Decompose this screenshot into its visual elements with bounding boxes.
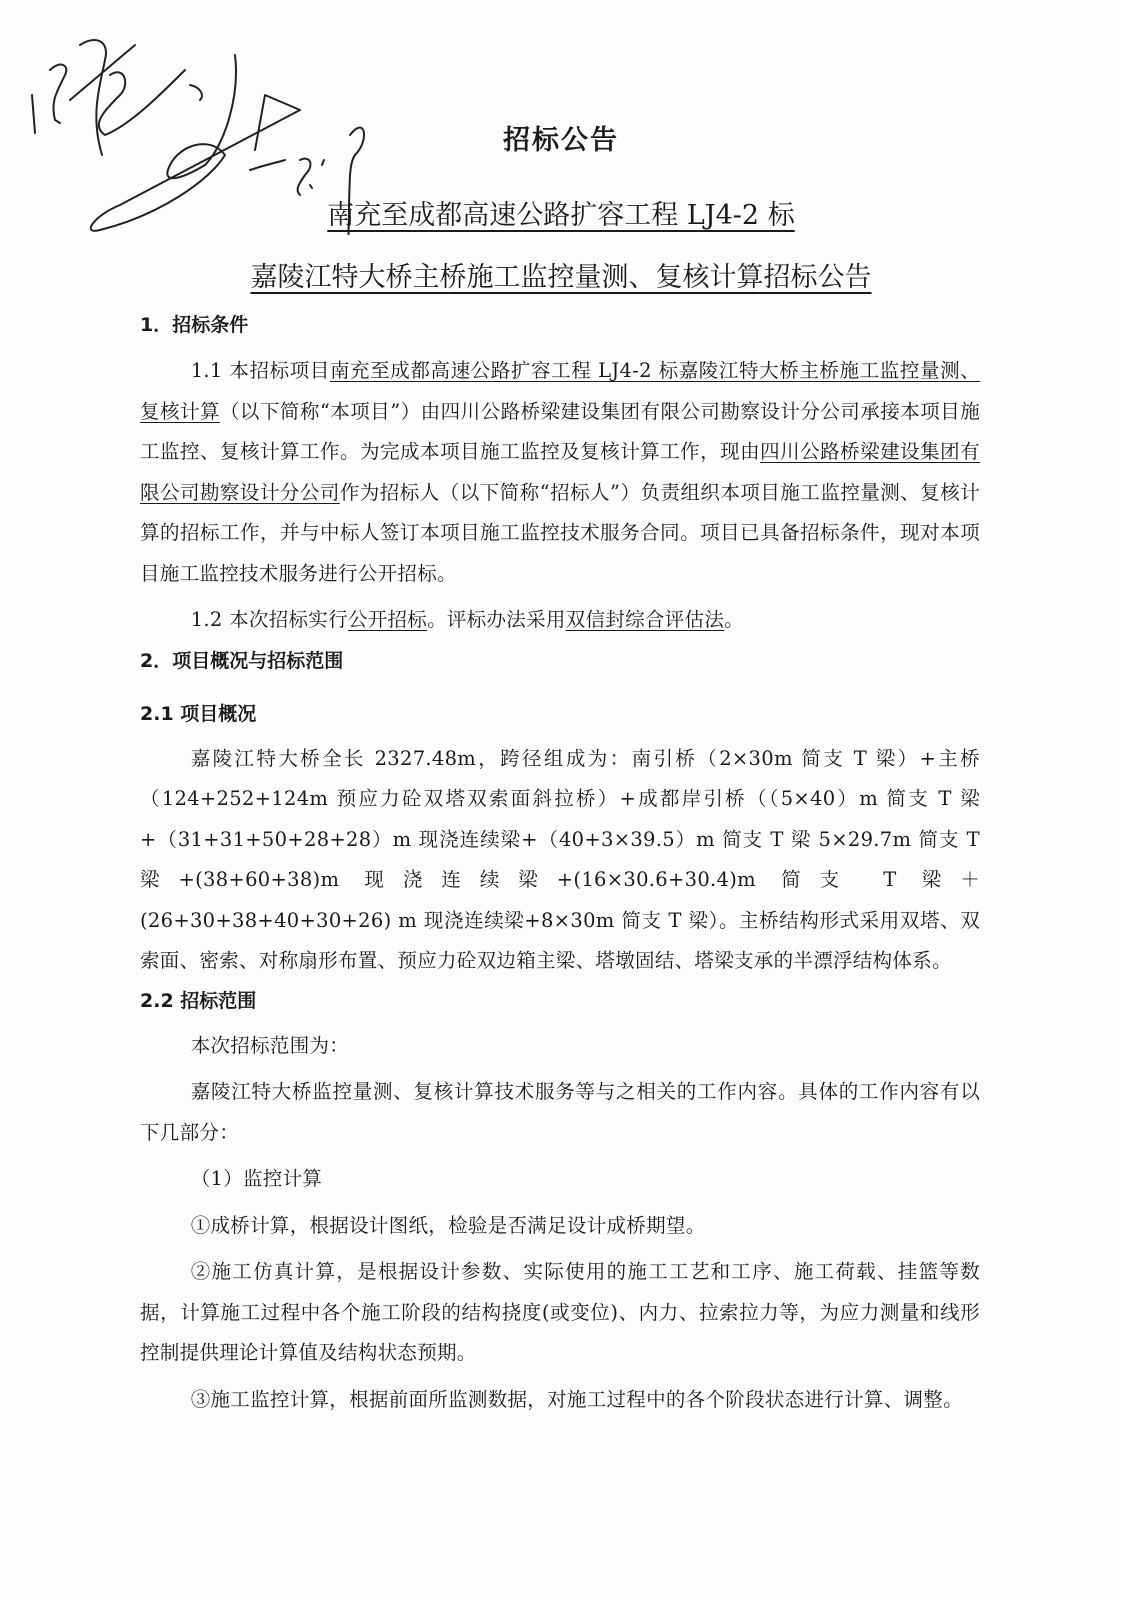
scope-description: 嘉陵江特大桥监控量测、复核计算技术服务等与之相关的工作内容。具体的工作内容有以下几部分：	[140, 1080, 980, 1144]
project-name: 南充至成都高速公路扩容工程 LJ4-2 标嘉陵江特大桥主桥施工监控量测、复核计算	[140, 359, 980, 423]
scope-item-1-heading: （1）监控计算	[190, 1167, 323, 1190]
p1-1-suffix: 作为招标人（以下简称“招标人”）负责组织本项目施工监控量测、复核计算的招标工作，并与中标人签订本项目施工监控技术服务合同。项目已具备招标条件，现对本项目施工监控技术服务进行公开招标。	[140, 480, 980, 585]
scope-item-1b: ②施工仿真计算，是根据设计参数、实际使用的施工工艺和工序、施工荷载、挂篮等数据，计算施工过程中各个施工阶段的结构挠度(或变位)、内力、拉索拉力等，为应力测量和线形控制提供理论计算值及结构状态预期。	[140, 1260, 980, 1364]
p1-1-prefix: 1.1 本招标项目	[190, 359, 330, 382]
scope-item-1c: ③施工监控计算，根据前面所监测数据，对施工过程中的各个阶段状态进行计算、调整。	[190, 1387, 963, 1411]
p1-2-prefix: 1.2 本次招标实行	[190, 608, 348, 631]
subtitle-line1-text: 南充至成都高速公路扩容工程 LJ4-2 标	[327, 200, 795, 231]
p1-2-mid: 。评标办法采用	[427, 608, 566, 631]
document-subtitle-line1	[0, 193, 1122, 232]
p1-1-mid: （以下简称“本项目”）由四川公路桥梁建设集团有限公司勘察设计分公司承接本项目施工监控、复核计算工作。为完成本项目施工监控及复核计算工作，现由	[140, 399, 981, 463]
section-2-heading: 2．项目概况与招标范围	[140, 649, 344, 672]
document-subtitle-line2	[0, 255, 1122, 294]
tenderer-name: 四川公路桥梁建设集团有限公司勘察设计分公司	[140, 440, 980, 504]
document-title: 招标公告	[503, 125, 619, 156]
paragraph-1-1	[140, 351, 980, 594]
document-body	[140, 305, 980, 1420]
paragraph-1-2	[140, 600, 980, 641]
project-overview-text: 嘉陵江特大桥全长 2327.48m，跨径组成为：南引桥（2×30m 简支 T 梁）+主桥（124+252+124m 预应力砼双塔双索面斜拉桥）+成都岸引桥（（5×40）m 简支 T 梁+（31+31+50+28+28）m 现浇连续梁+（40+3×39.5）m 简支 T 梁 5×29.7m 简支 T 梁+(38+60+38)m 现浇连续梁+(16×30.6+30.4)m 简支 T 梁＋(26+30+38+40+30+26) m 现浇连续梁+8×30m 简支 T 梁）。主桥结构形式采用双塔、双索面、密索、对称扇形布置、预应力砼双边箱主梁、塔墩固结、塔梁支承的半漂浮结构体系。	[140, 746, 980, 972]
tender-method: 公开招标	[347, 608, 428, 631]
scope-intro: 本次招标范围为：	[190, 1033, 350, 1057]
subtitle-line2-text: 嘉陵江特大桥主桥施工监控量测、复核计算招标公告	[250, 262, 872, 293]
evaluation-method: 双信封综合评估法	[565, 608, 725, 631]
p1-2-suffix: 。	[724, 608, 744, 631]
scope-item-1a: ①成桥计算，根据设计图纸，检验是否满足设计成桥期望。	[190, 1213, 706, 1237]
section-1-heading: 1．招标条件	[140, 314, 249, 336]
section-2-1-heading: 2.1 项目概况	[140, 702, 257, 725]
section-2-2-heading: 2.2 招标范围	[140, 989, 257, 1012]
